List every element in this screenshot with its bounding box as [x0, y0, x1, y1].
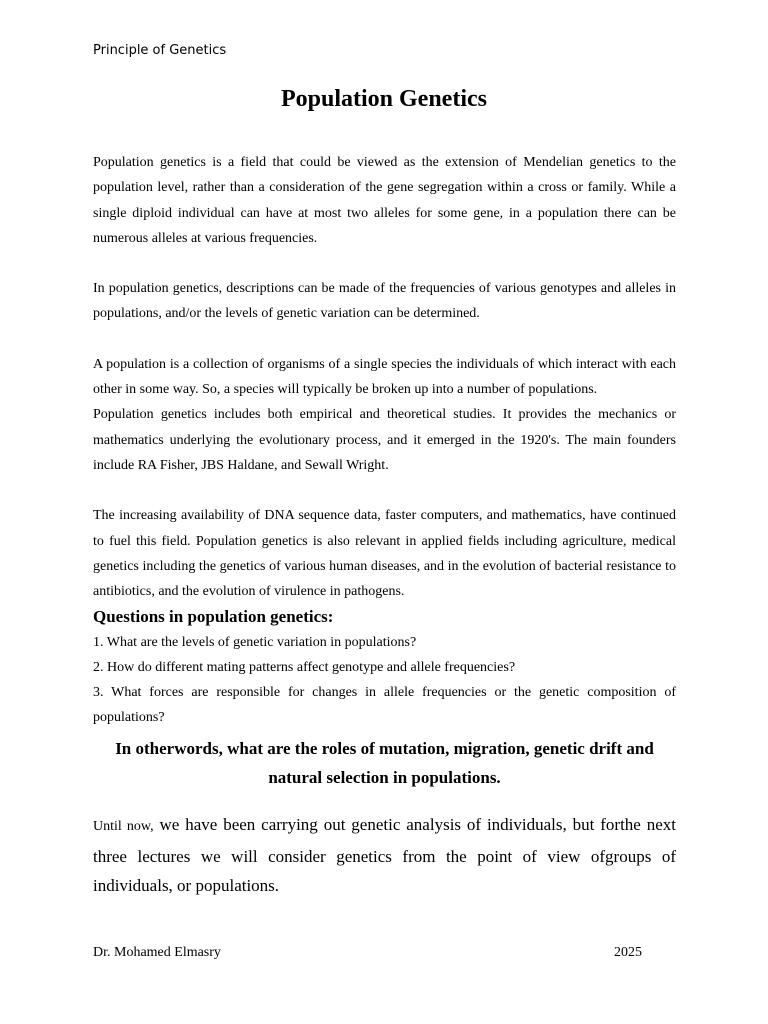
closing-rest: we have been carrying out genetic analysis of individuals, but forthe next three lectures we will consider genetics from the point of view ofgroups of individuals, or populations.	[93, 815, 677, 896]
paragraph-empirical-theoretical: Population genetics includes both empirical and theoretical studies. It provides the mechanics or mathematics underlying the evolutionary process, and it emerged in the 1920's. The main founders include RA Fisher, JBS Haldane, and Sewall Wright.	[93, 407, 676, 473]
paragraph-population-definition: A population is a collection of organisms of a single species the individuals of which interact with each other in some way. So, a species will typically be broken up into a number of populations.	[93, 356, 676, 398]
footer-author: Dr. Mohamed Elmasry	[93, 945, 221, 960]
question-item: 2. How do different mating patterns affect genotype and allele frequencies?	[93, 660, 516, 676]
emphasis-statement: In otherwords, what are the roles of mutation, migration, genetic drift and natural selection in populations.	[115, 739, 654, 788]
running-header: Principle of Genetics	[93, 43, 227, 58]
questions-list	[93, 630, 676, 730]
paragraph-dna-data: The increasing availability of DNA sequence data, faster computers, and mathematics, have continued to fuel this field. Population genetics is also relevant in applied fields including agriculture, medical genetics including the genetics of various human diseases, and in the evolution of bacterial resistance to antibiotics, and the evolution of virulence in pathogens.	[93, 508, 676, 600]
document-body	[93, 150, 676, 901]
page-title: Population Genetics	[280, 86, 487, 112]
question-item: 3. What forces are responsible for changes in allele frequencies or the genetic composition of populations?	[93, 685, 676, 726]
questions-heading: Questions in population genetics:	[93, 607, 334, 627]
closing-lead: Until now,	[93, 819, 154, 835]
closing-paragraph	[93, 810, 676, 901]
question-item: 1. What are the levels of genetic variation in populations?	[93, 635, 417, 651]
paragraph-descriptions: In population genetics, descriptions can be made of the frequencies of various genotypes and alleles in populations, and/or the levels of genetic variation can be determined.	[93, 281, 676, 322]
paragraph-intro: Population genetics is a field that could be viewed as the extension of Mendelian genetics to the population level, rather than a consideration of the gene segregation within a cross or family. While a single diploid individual can have at most two alleles for some gene, in a population there can be numerous alleles at various frequencies.	[93, 155, 676, 246]
footer-year: 2025	[614, 945, 642, 960]
